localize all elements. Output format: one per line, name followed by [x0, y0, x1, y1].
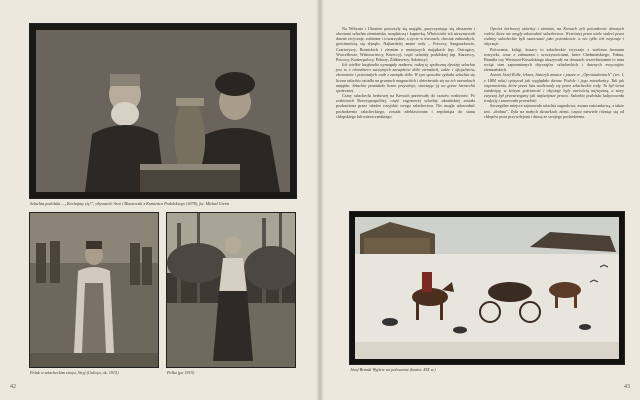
book-gutter: [316, 0, 324, 400]
painting-hunt-departure: [350, 212, 624, 364]
painting-caption: Józef Brandt Wyjście na polowanie (koniec XIX w.): [350, 367, 436, 372]
col1-paragraph: Na Wołyniu i Ukrainie potoczyły się majątki, przyczyniając się obszarem i obrotami szlachta ziemiańska, urzędniczą i kupiecką. Właściciele ich utrzymywali dawne zwyczaje, rodzinne i towarzyskie, a życie w dworach, chociaż zubożałych, gościnnością się słynęło. Najbardziej znane rody – Potoccy, Sanguszkowie, Czartoryscy, Branickich i ziemian o mniejszych majątkach (np. Ostrogscy, Worcellowie, Wiśniowieccy, Koreccy), część szlachty podolskiej (np. Starzeccy, Potoccy, Koniecpolscy, Pobozy, Żółkiewscy, Sobiescy).: [336, 26, 475, 62]
col2-paragraph: Szczególne miejsce zajmowała szlachta zagrodowa, zwana zaściankową, a także tzw. „drobna”. Żyła na małych skrawkach ziemi, często niewiele różniąc się od chłopów poza przywilejami i dumą ze swojego pochodzenia.: [484, 103, 624, 119]
col1-paragraph: Ich wielkie latyfundia wymagały nadzoru, rodzą tę społeczną dywizję szlachta jest to z charakteru zaciężnych zarządców dóbr ziemskich, także i oficjalistów, ekonomów i pozostałych osób z zarządu dóbr. W tym sposobie zyskała szlachta się liczna szlachta osiadła na gruntach magnackich i dzierżawiła się na ich warunkach majątku. Szlachta posiadała liczne przywileje, stawiając ją na górze hierarchii społecznej.: [336, 62, 475, 93]
text-column-2: [484, 26, 624, 119]
right-page: [320, 0, 640, 400]
col2-paragraph: Polowania, kuligi, kozacy to szlacheckie zwyczaje z wieloma formami rozrywki, wraz z zabawami i uroczystościami, które Chełmońskiego, Fałata, Brandta czy Wierusza-Kowalskiego ukazywały na obrazach wszechstronnie to nam wciąż stan zapomnianych obyczajów szlacheckich i dawnych zwyczajów ziemiańskich.: [484, 46, 624, 73]
col2-paragraph: Oprócz herbowej szlachty i ziemian, na Kresach żyli potomkowie dawnych rodów, które nie mogły udowodnić szlachectwa. Wcześniej przez wiele stuleci przez rodziny szlacheckie byli szanowani jako potomkowie, a nie tylko ich zwyczaje i obyczaje.: [484, 26, 624, 47]
page-number-left: 42: [10, 384, 16, 390]
photo-polak-szlachecki: [30, 213, 158, 367]
main-photo-two-men: [30, 24, 296, 198]
page-number-right: 43: [624, 384, 630, 390]
main-photo-caption: Szlachta podolska – „Kochajmy się!”, obywatele Arat i Maczewski z Kamieńca Podolskiego (1878), fot. Michał Greim: [30, 201, 230, 206]
col1-paragraph: Czasy szlachecki herbowej na Kresach przetrwały do czasów rozbiorów. Po rozbiorach Rzeczypospolitej, część zagonowej szlachty ukraińskiej została pozbawiona przez władze rosyjskie swego szlachectwa. Nie mogła udowodnić pochodzenia szlacheckiego, została zdeklasowana i zepchnięta do stanu chłopskiego lub mieszczańskiego.: [336, 93, 475, 119]
col2-paragraph: Antoni Józef Rolle, lekarz, historyk amator i pisarz w „Opowiadaniach” (ser. I, z 1884 roku) opisywał jak wyglądało dawne Podole i jego mieszkańcy. Tak jak wspomnienia, które przez lata zachowały się przez szlacheckie rody. To był świat zamknięty, w którym gościnność i obyczaje były wartością najwyższą, a stary zwyczaj był przestrzegany jak najświętsze prawo. Szlachta podolska kultywowała tradycję i szanowała przeszłość.: [484, 72, 624, 104]
text-column-1: [336, 26, 475, 119]
caption-polak: Polak w szlacheckim stroju, Stryj (Galicja, ok. 1915): [30, 370, 119, 375]
caption-polka: Polka (po 1915): [167, 370, 195, 375]
photo-polka: [167, 213, 295, 367]
